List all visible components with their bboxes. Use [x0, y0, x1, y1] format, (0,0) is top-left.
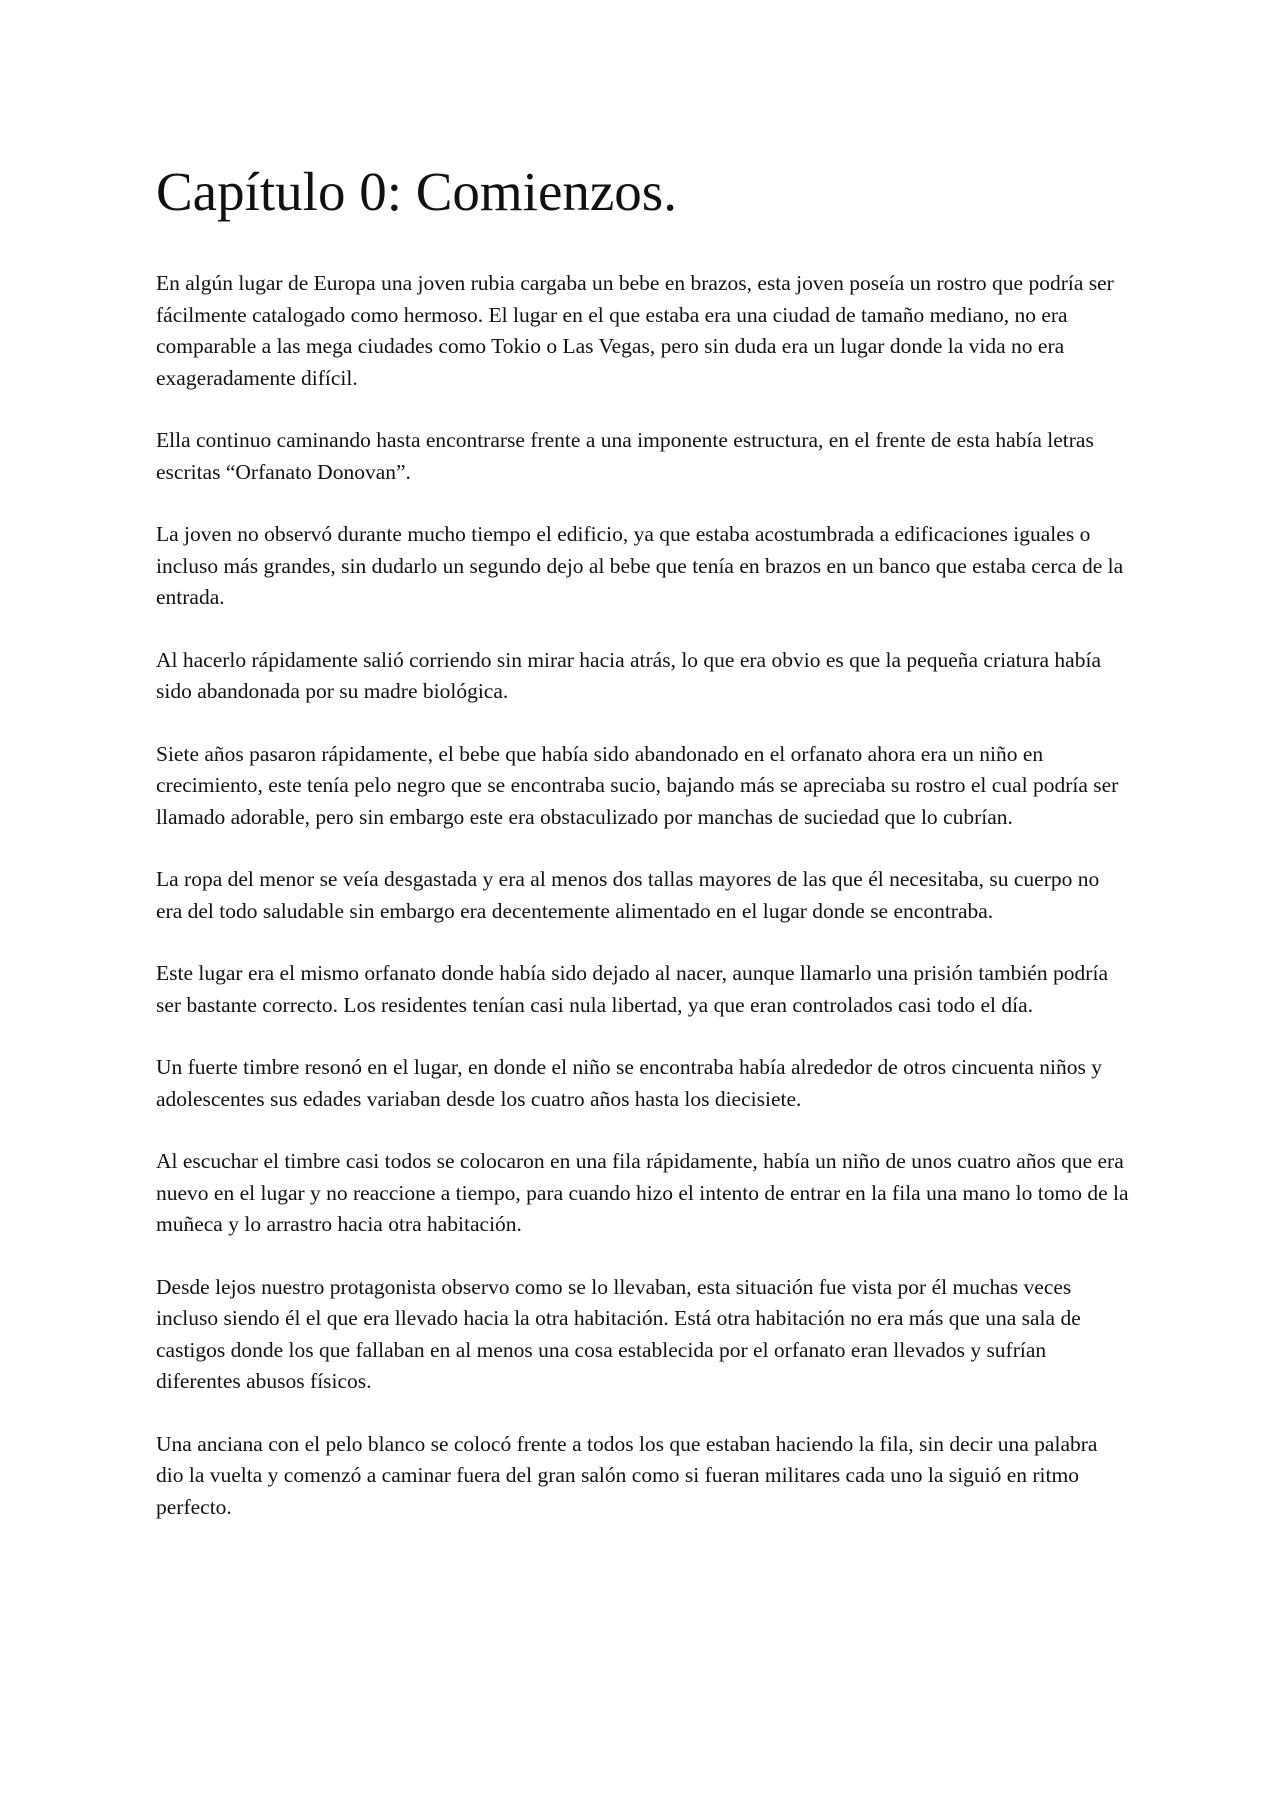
paragraph: La joven no observó durante mucho tiempo el edificio, ya que estaba acostumbrada a edificaciones iguales o incluso más grandes, sin dudarlo un segundo dejo al bebe que tenía en brazos en un banco que estaba cerca de la entrada.	[156, 522, 1124, 609]
paragraph: Desde lejos nuestro protagonista observo como se lo llevaban, esta situación fue vista por él muchas veces incluso siendo él el que era llevado hacia la otra habitación. Está otra habitación no era más que una sala de castigos donde los que fallaban en al menos una cosa establecida por el orfanato eran llevados y sufrían diferentes abusos físicos.	[156, 1274, 1081, 1393]
paragraph: Siete años pasaron rápidamente, el bebe que había sido abandonado en el orfanato ahora era un niño en crecimiento, este tenía pelo negro que se encontraba sucio, bajando más se apreciaba su rostro el cual podría ser llamado adorable, pero sin embargo este era obstaculizado por manchas de suciedad que lo cubrían.	[156, 741, 1119, 829]
paragraph: Una anciana con el pelo blanco se colocó frente a todos los que estaban haciendo la fila, sin decir una palabra dio la vuelta y comenzó a caminar fuera del gran salón como si fueran militares cada uno la siguió en ritmo perfecto.	[156, 1431, 1098, 1519]
paragraph: La ropa del menor se veía desgastada y era al menos dos tallas mayores de las que él necesitaba, su cuerpo no era del todo saludable sin embargo era decentemente alimentado en el lugar donde se encontraba.	[156, 867, 1100, 923]
paragraph: En algún lugar de Europa una joven rubia cargaba un bebe en brazos, esta joven poseía un rostro que podría ser fácilmente catalogado como hermoso. El lugar en el que estaba era una ciudad de tamaño mediano, no era comparable a las mega ciudades como Tokio o Las Vegas, pero sin duda era un lugar donde la vida no era exageradamente difícil.	[156, 271, 1114, 390]
chapter-title: Capítulo 0: Comienzos.	[156, 161, 677, 222]
paragraph: Al escuchar el timbre casi todos se colocaron en una fila rápidamente, había un niño de unos cuatro años que era nuevo en el lugar y no reaccione a tiempo, para cuando hizo el intento de entrar en la fila una mano lo tomo de la muñeca y lo arrastro hacia otra habitación.	[156, 1149, 1129, 1236]
paragraph: Al hacerlo rápidamente salió corriendo sin mirar hacia atrás, lo que era obvio es que la pequeña criatura había sido abandonada por su madre biológica.	[156, 647, 1101, 703]
paragraph: Un fuerte timbre resonó en el lugar, en donde el niño se encontraba había alrededor de otros cincuenta niños y adolescentes sus edades variaban desde los cuatro años hasta los diecisiete.	[156, 1055, 1102, 1111]
paragraph: Ella continuo caminando hasta encontrarse frente a una imponente estructura, en el frente de esta había letras escritas “Orfanato Donovan”.	[156, 428, 1094, 484]
paragraph: Este lugar era el mismo orfanato donde había sido dejado al nacer, aunque llamarlo una prisión también podría ser bastante correcto. Los residentes tenían casi nula libertad, ya que eran controlados casi todo el día.	[156, 961, 1108, 1017]
chapter-body	[156, 268, 1130, 1523]
